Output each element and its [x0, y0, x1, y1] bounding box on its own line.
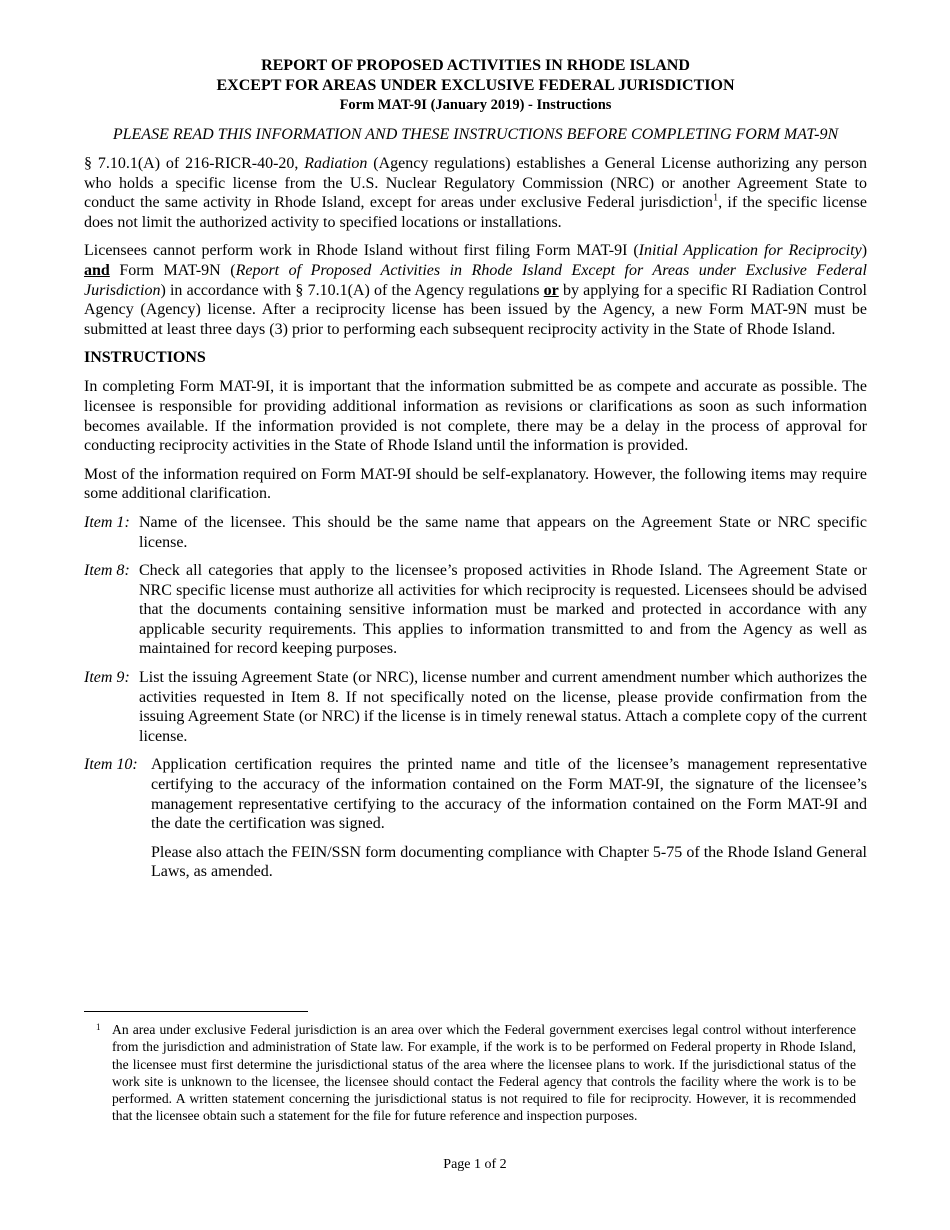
item-label: Item 1: [84, 513, 125, 531]
footnote-ref: 1: [713, 192, 719, 204]
intro-paragraph-1: § 7.10.1(A) of 216-RICR-40-20, Radiation (Agency regulations) establishes a General License authorizing any person who holds a specific license from the U.S. Nuclear Regulatory Commission (NRC) or another Agreement State to conduct the same activity in Rhode Island, except for areas under exclusive Federal jurisdiction$^1$, if the specific license does not limit the authorized activity to specified locations or installations.: [84, 155, 867, 231]
instructions-paragraph-2: Most of the information required on Form MAT-9I should be self-explanatory. However, the following items may require some additional clarification.: [84, 465, 867, 503]
footnote: [96, 1021, 856, 1125]
footnote-number: 1: [96, 1022, 101, 1032]
intro-paragraph-2: Licensees cannot perform work in Rhode Island without first filing Form MAT-9I (Initial Application for Reciprocity) and Form MAT-9N (Report of Proposed Activities in Rhode Island Except for Areas under Exclusive Federal Jurisdiction) in accordance with § 7.10.1(A) of the Agency regulations or by applying for a specific RI Radiation Control Agency (Agency) license. After a reciprocity license has been issued by the Agency, a new Form MAT-9N must be submitted at least three days (3) prior to performing each subsequent reciprocity activity in the State of Rhode Island.: [84, 242, 868, 338]
item-1: Item 1: Name of the licensee. This should be the same name that appears on the Agreement State or NRC specific license.: [84, 513, 867, 551]
item-text: Name of the licensee. This should be the same name that appears on the Agreement State or NRC specific license.: [139, 513, 867, 551]
item-label: Item 8: [84, 562, 125, 580]
form-subtitle: Form MAT-9I (January 2019) - Instructions: [339, 97, 612, 113]
title-line-2: EXCEPT FOR AREAS UNDER EXCLUSIVE FEDERAL JURISDICTION: [216, 77, 735, 94]
item-8: Item 8: Check all categories that apply to the licensee’s proposed activities in Rhode Island. The Agreement State or NRC specific license must authorize all activities for which reciprocity is requested. Licensees should be advised that the documents containing sensitive information must be marked and protected in accordance with any applicable security requirements. This applies to information transmitted to and from the Agency as well as maintained for record keeping purposes.: [84, 562, 867, 658]
page-number: Page 1 of 2: [443, 1157, 507, 1172]
item-text: List the issuing Agreement State (or NRC), license number and current amendment number which authorizes the activities requested in Item 8. If not specifically noted on the license, please provide confirmation from the issuing Agreement State (or NRC) if the license is in timely renewal status. Attach a complete copy of the current license.: [139, 669, 867, 745]
instructions-heading: INSTRUCTIONS: [84, 349, 206, 367]
read-notice: PLEASE READ THIS INFORMATION AND THESE INSTRUCTIONS BEFORE COMPLETING FORM MAT-9N: [112, 126, 839, 143]
item-text: Check all categories that apply to the licensee’s proposed activities in Rhode Island. The Agreement State or NRC specific license must authorize all activities for which reciprocity is requested. Licensees should be advised that the documents containing sensitive information must be marked and protected in accordance with any applicable security requirements. This applies to information transmitted to and from the Agency as well as maintained for record keeping purposes.: [139, 562, 867, 658]
footnote-divider: [84, 1011, 308, 1012]
footnote-text: An area under exclusive Federal jurisdiction is an area over which the Federal government exercises legal control without interference from the jurisdiction and administration of State law. For example, if the work is to be performed on Federal property in Rhode Island, the licensee must first determine the jurisdictional status of the area where the licensee plans to work. If the jurisdictional status of the work site is unknown to the licensee, the licensee should contact the Federal agency that controls the facility where the work is to be performed. A written statement concerning the jurisdictional status is not required to file for reciprocity. However, it is recommended that the licensee obtain such a statement for the file for future reference and inspection purposes.: [112, 1022, 856, 1124]
item-9: Item 9: List the issuing Agreement State (or NRC), license number and current amendment number which authorizes the activities requested in Item 8. If not specifically noted on the license, please provide confirmation from the issuing Agreement State (or NRC) if the license is in timely renewal status. Attach a complete copy of the current license.: [84, 669, 867, 745]
item-text: Application certification requires the printed name and title of the licensee’s management representative certifying to the accuracy of the information contained on the Form MAT-9I, the signature of the licensee’s management representative certifying to the accuracy of the information contained on the Form MAT-9I and the date the certification was signed.: [151, 756, 867, 833]
instructions-paragraph-1: In completing Form MAT-9I, it is important that the information submitted be as compete and accurate as possible. The licensee is responsible for providing additional information as revisions or clarifications as soon as such information becomes available. If the information provided is not complete, there may be a delay in the process of approval for conducting reciprocity activities in the State of Rhode Island until the information is provided.: [84, 378, 867, 455]
item-10-extra: Please also attach the FEIN/SSN form documenting compliance with Chapter 5-75 of the Rhode Island General Laws, as amended.: [151, 843, 867, 881]
item-label: Item 10:: [84, 756, 138, 774]
document-page: [84, 56, 867, 882]
title-line-1: REPORT OF PROPOSED ACTIVITIES IN RHODE ISLAND: [261, 57, 690, 74]
item-10: [84, 755, 867, 833]
item-label: Item 9: [84, 669, 125, 687]
